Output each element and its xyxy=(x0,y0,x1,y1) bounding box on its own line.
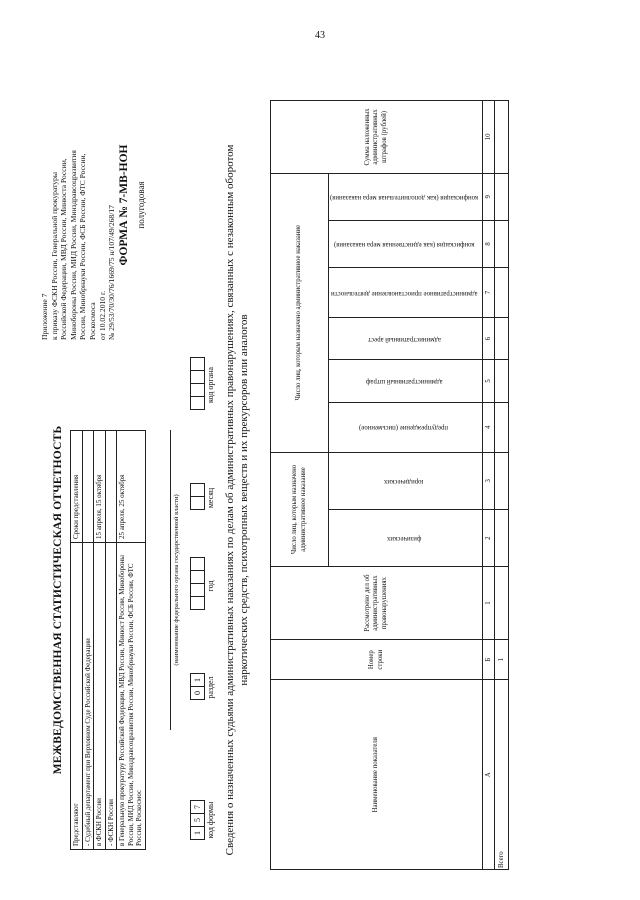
value-cell[interactable] xyxy=(495,220,509,267)
col-code: 6 xyxy=(483,318,495,360)
value-cell[interactable] xyxy=(495,452,509,509)
form-code-digit: 5 xyxy=(191,813,204,826)
appendix-line: Приложение 7 xyxy=(40,293,49,340)
table-row xyxy=(495,101,509,870)
form-code-digit: 1 xyxy=(191,826,204,839)
year-digit[interactable] xyxy=(191,596,204,609)
presenters-header: Представляют xyxy=(71,543,83,850)
form-code-block xyxy=(190,800,205,840)
form-period: полугодовая xyxy=(136,181,146,229)
col-code: 5 xyxy=(483,360,495,402)
section-label: раздел xyxy=(206,676,215,699)
col-header-confiscation-additional xyxy=(329,173,483,220)
value-cell[interactable] xyxy=(495,509,509,566)
col-code: 3 xyxy=(483,452,495,509)
col-code: 7 xyxy=(483,268,495,318)
col-header-confiscation-only-text: конфискация (как единственная мера наказания) xyxy=(333,241,475,249)
col-header-fine-text: административный штраф xyxy=(365,378,443,386)
authority-line xyxy=(170,430,171,730)
value-cell[interactable] xyxy=(495,402,509,452)
form-code-digit: 7 xyxy=(193,805,202,809)
agency-code-digit[interactable] xyxy=(191,370,204,383)
col-header-confiscation-only xyxy=(329,220,483,267)
value-cell[interactable] xyxy=(495,173,509,220)
col-code: 9 xyxy=(483,173,495,220)
form-code-boxes xyxy=(190,800,205,840)
agency-code-digit[interactable] xyxy=(191,396,204,409)
section-block xyxy=(190,673,205,700)
form-name: ФОРМА № 7-МВ-НОН xyxy=(118,144,130,266)
appendix-line: Роскосмоса xyxy=(87,302,97,340)
document-title: МЕЖВЕДОМСТВЕННАЯ СТАТИСТИЧЕСКАЯ ОТЧЕТНОСТЬ xyxy=(52,425,64,775)
agency-code-block xyxy=(190,357,205,410)
month-label: месяц xyxy=(206,487,215,509)
appendix-line: № 29/53/70/30/76/1669/75 н/107/49/268/17 xyxy=(107,205,117,340)
page-number: 43 xyxy=(315,30,325,41)
rotated-form xyxy=(40,60,600,880)
col-header-warning-text: предупреждение (письменное) xyxy=(359,424,449,432)
col-code: 10 xyxy=(483,101,495,174)
row-number: 1 xyxy=(495,639,509,680)
col-header-fine xyxy=(329,360,483,402)
presenters-table xyxy=(70,430,146,850)
value-cell[interactable] xyxy=(495,567,509,640)
section-digit: 0 xyxy=(191,686,204,699)
authority-caption: (наименование федерального органа государственной власти) xyxy=(173,494,180,666)
col-header-persons-by-type: Число лиц, которым назначено административное наказание xyxy=(271,173,329,452)
main-table xyxy=(270,100,509,870)
agency-code-digit[interactable] xyxy=(191,383,204,396)
appendix-line: России, Минобрнауки России, ФСБ России, ФТС России, xyxy=(78,153,88,340)
appendix-line: к приказу ФСКН России, Генеральной прокуратуры xyxy=(49,171,59,340)
col-code: 2 xyxy=(483,509,495,566)
year-digit[interactable] xyxy=(191,558,204,570)
col-header-suspension-text: административное приостановление деятельности xyxy=(330,289,478,297)
appendix-note xyxy=(40,70,117,340)
col-code: Б xyxy=(483,639,495,680)
form-code-label: код формы xyxy=(206,801,215,839)
month-boxes xyxy=(190,483,205,510)
form-heading: Сведения о назначенных судьями административных наказаниях по делам об административных правонарушениях, связанных с незаконным оборотом наркотических средств, психотропных веществ и их прекурсоров или аналогов xyxy=(224,144,250,856)
section-boxes xyxy=(190,673,205,700)
year-digit[interactable] xyxy=(191,570,204,583)
agency-code-boxes xyxy=(190,357,205,410)
presenter-cell: в ФСКН России xyxy=(94,543,106,850)
deadline-cell: 15 апреля, 15 октября xyxy=(94,431,106,543)
month-block xyxy=(190,483,205,510)
col-header-persons: Число лиц, которым назначено административное наказание xyxy=(271,452,329,567)
section-digit: 1 xyxy=(193,678,202,682)
col-code: А xyxy=(483,680,495,870)
col-header-row-no: Номер строки xyxy=(271,639,483,680)
col-header-individuals-text: физических xyxy=(386,535,422,543)
presenter-cell: - ФСКН России xyxy=(105,543,117,850)
deadline-cell: 25 апреля, 25 октября xyxy=(117,431,146,543)
month-digit[interactable] xyxy=(191,496,204,509)
deadline-cell xyxy=(82,431,94,543)
value-cell[interactable] xyxy=(495,318,509,360)
col-code: 4 xyxy=(483,402,495,452)
presenter-cell: - Судебный департамент при Верховном Суде Российской Федерации xyxy=(82,543,94,850)
col-code: 1 xyxy=(483,567,495,640)
col-header-legal xyxy=(329,452,483,509)
appendix-line: Минобороны России, МИД России, Минздравсоцразвития xyxy=(68,150,78,340)
col-header-legal-text: юридических xyxy=(384,478,424,486)
value-cell[interactable] xyxy=(495,268,509,318)
year-block xyxy=(190,557,205,610)
value-cell[interactable] xyxy=(495,360,509,402)
agency-code-digit[interactable] xyxy=(191,358,204,370)
col-header-warning xyxy=(329,402,483,452)
appendix-line: от 10.02.2010 г. xyxy=(97,290,107,340)
presenter-cell: в Генеральную прокуратуру Российской Федерации, МВД России, Минюст России, Минобороны России, МИД России, Минздравсоцразвития России, Минобрнауки России, ФСБ России, ФТС России, Роскосмос xyxy=(117,543,146,850)
col-header-fine-sum: Сумма наложенных административных штрафов (рублей) xyxy=(271,101,483,174)
col-header-indicator: Наименование показателя xyxy=(271,680,483,870)
agency-code-label: код органа xyxy=(206,367,215,403)
col-header-suspension xyxy=(329,268,483,318)
col-header-confiscation-additional-text: конфискация (как дополнительная мера наказания) xyxy=(330,194,478,202)
value-cell[interactable] xyxy=(495,101,509,174)
year-digit[interactable] xyxy=(191,583,204,596)
row-label: Всего xyxy=(495,680,509,870)
col-header-arrest-text: административный арест xyxy=(367,335,441,343)
col-header-considered: Рассмотрено дел об административных правонарушениях xyxy=(271,567,483,640)
col-header-individuals xyxy=(329,509,483,566)
month-digit[interactable] xyxy=(191,484,204,496)
col-code: 8 xyxy=(483,220,495,267)
deadlines-header: Сроки представления xyxy=(71,431,83,543)
appendix-line: Российской Федерации, МВД России, Минюста России, xyxy=(59,158,69,340)
year-boxes xyxy=(190,557,205,610)
year-label: год xyxy=(206,580,215,592)
deadline-cell xyxy=(105,431,117,543)
col-header-arrest xyxy=(329,318,483,360)
